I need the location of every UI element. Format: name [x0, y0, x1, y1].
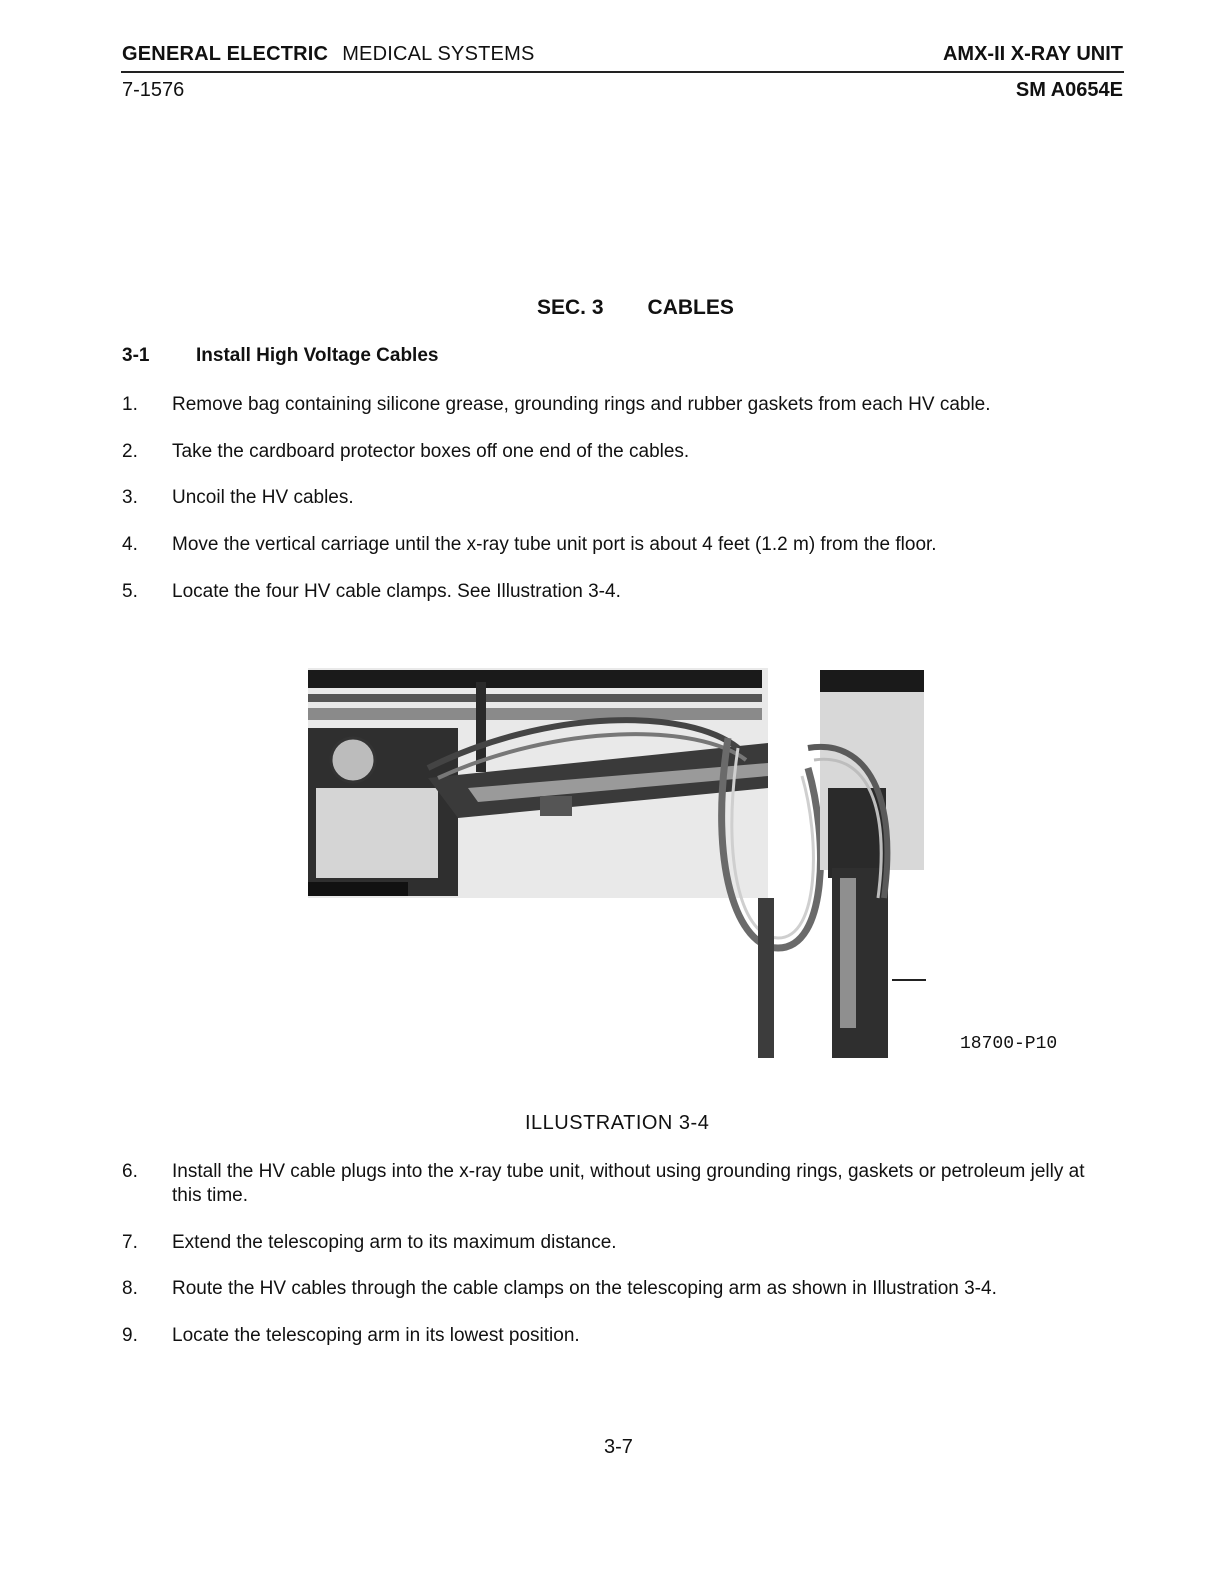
tube-port [331, 738, 375, 782]
step-number: 2. [122, 441, 138, 462]
illustration-photo [308, 668, 926, 1062]
header-brand: GENERAL ELECTRIC [122, 43, 329, 65]
rail-lower [308, 708, 762, 720]
step-number: 7. [122, 1232, 138, 1253]
step-text: Install the HV cable plugs into the x-ray tube unit, without using grounding rings, gaskets or petroleum jelly at this time. [172, 1161, 1085, 1206]
step-text: Uncoil the HV cables. [172, 487, 354, 508]
header-company [122, 43, 534, 66]
subsection-title: Install High Voltage Cables [196, 345, 439, 366]
step-text: Remove bag containing silicone grease, grounding rings and rubber gaskets from each HV cable. [172, 394, 991, 415]
header-division: MEDICAL SYSTEMS [342, 43, 535, 65]
section-label: SEC. 3 [537, 296, 604, 319]
header-rule [121, 71, 1124, 73]
step-number: 5. [122, 581, 138, 602]
step-number: 8. [122, 1278, 138, 1299]
rail-top [308, 670, 762, 688]
housing-base [308, 882, 408, 896]
right-dark-block [828, 788, 886, 878]
section-name: CABLES [647, 296, 734, 319]
step-number: 3. [122, 487, 138, 508]
right-column-highlight [840, 878, 856, 1028]
step-text: Route the HV cables through the cable clamps on the telescoping arm as shown in Illustration 3-4. [172, 1278, 997, 1299]
manual-number: SM A0654E [1015, 79, 1123, 101]
figure-caption: ILLUSTRATION 3-4 [525, 1112, 710, 1134]
housing-panel [316, 788, 438, 878]
doc-number: 7-1576 [122, 79, 185, 101]
section-title [537, 296, 734, 320]
right-top-bar [820, 670, 924, 692]
step-text: Take the cardboard protector boxes off one end of the cables. [172, 441, 690, 462]
subsection-number: 3-1 [122, 345, 150, 366]
subsection-heading [122, 345, 439, 367]
cable-clamp [540, 796, 572, 816]
support-column [758, 898, 774, 1058]
step-number: 4. [122, 534, 138, 555]
step-text: Locate the telescoping arm in its lowest position. [172, 1325, 580, 1346]
step-text: Extend the telescoping arm to its maximum distance. [172, 1232, 617, 1253]
page-number: 3-7 [604, 1436, 633, 1458]
step-number: 1. [122, 394, 138, 415]
step-text: Move the vertical carriage until the x-ray tube unit port is about 4 feet (1.2 m) from the floor. [172, 534, 937, 555]
rail-stripe [308, 694, 762, 702]
step-number: 6. [122, 1161, 138, 1182]
step-text: Locate the four HV cable clamps. See Illustration 3-4. [172, 581, 621, 602]
step-number: 9. [122, 1325, 138, 1346]
header-product: AMX-II X-RAY UNIT [942, 43, 1123, 65]
figure-code: 18700-P10 [960, 1034, 1058, 1054]
